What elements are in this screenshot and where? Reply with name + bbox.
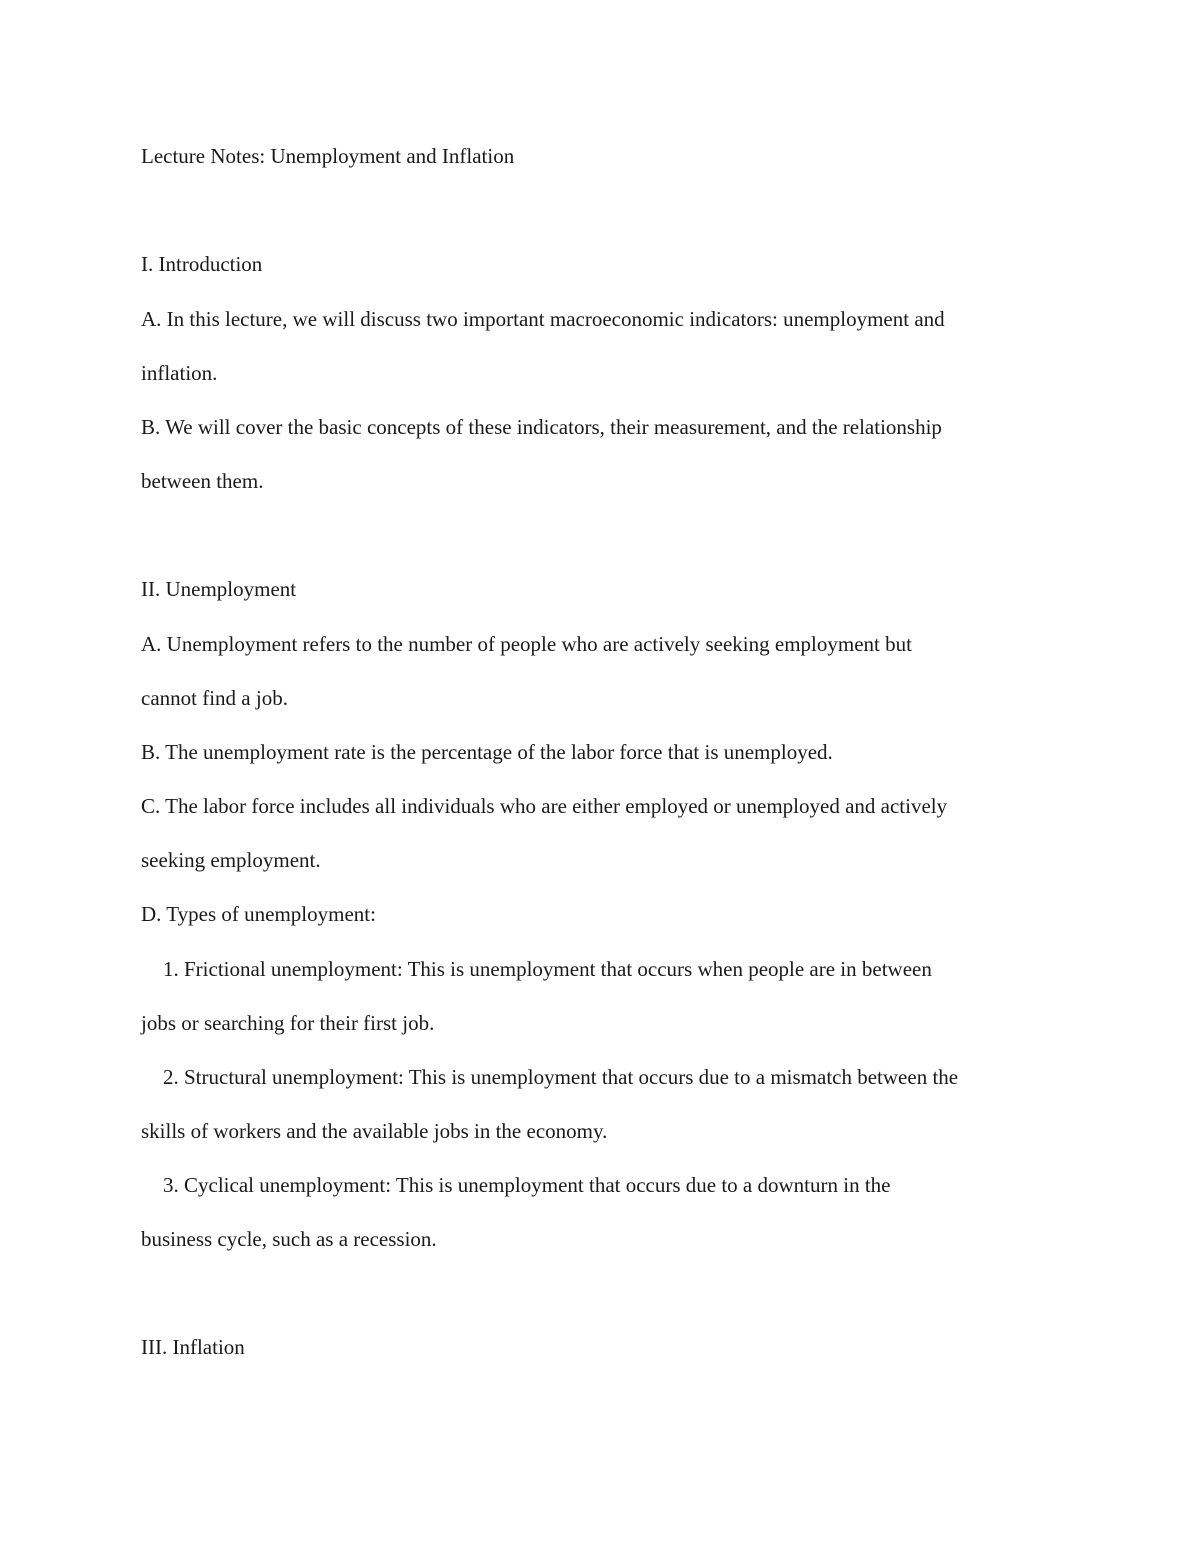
paragraph-line: D. Types of unemployment:: [141, 902, 376, 926]
paragraph-line: A. Unemployment refers to the number of people who are actively seeking employment but: [141, 632, 912, 656]
list-item-line: 1. Frictional unemployment: This is unemployment that occurs when people are in between: [163, 957, 932, 981]
section-heading-inflation: III. Inflation: [141, 1335, 245, 1359]
document-title: Lecture Notes: Unemployment and Inflation: [141, 144, 515, 168]
list-item-line: 2. Structural unemployment: This is unemployment that occurs due to a mismatch between the: [163, 1065, 959, 1089]
paragraph-line: B. We will cover the basic concepts of these indicators, their measurement, and the relationship: [141, 415, 942, 439]
paragraph-line: A. In this lecture, we will discuss two important macroeconomic indicators: unemployment and: [141, 307, 945, 331]
paragraph-line: between them.: [141, 469, 264, 493]
list-item-line: business cycle, such as a recession.: [141, 1227, 437, 1251]
section-heading-unemployment: II. Unemployment: [141, 577, 297, 601]
list-item-line: jobs or searching for their first job.: [141, 1011, 435, 1035]
paragraph-line: C. The labor force includes all individuals who are either employed or unemployed and actively: [141, 794, 948, 818]
paragraph-line: cannot find a job.: [141, 686, 288, 710]
paragraph-line: B. The unemployment rate is the percentage of the labor force that is unemployed.: [141, 740, 833, 764]
section-heading-introduction: I. Introduction: [141, 252, 263, 276]
list-item-line: 3. Cyclical unemployment: This is unemployment that occurs due to a downturn in the: [163, 1173, 891, 1197]
list-item-line: skills of workers and the available jobs in the economy.: [141, 1119, 608, 1143]
paragraph-line: seeking employment.: [141, 848, 321, 872]
paragraph-line: inflation.: [141, 361, 218, 385]
